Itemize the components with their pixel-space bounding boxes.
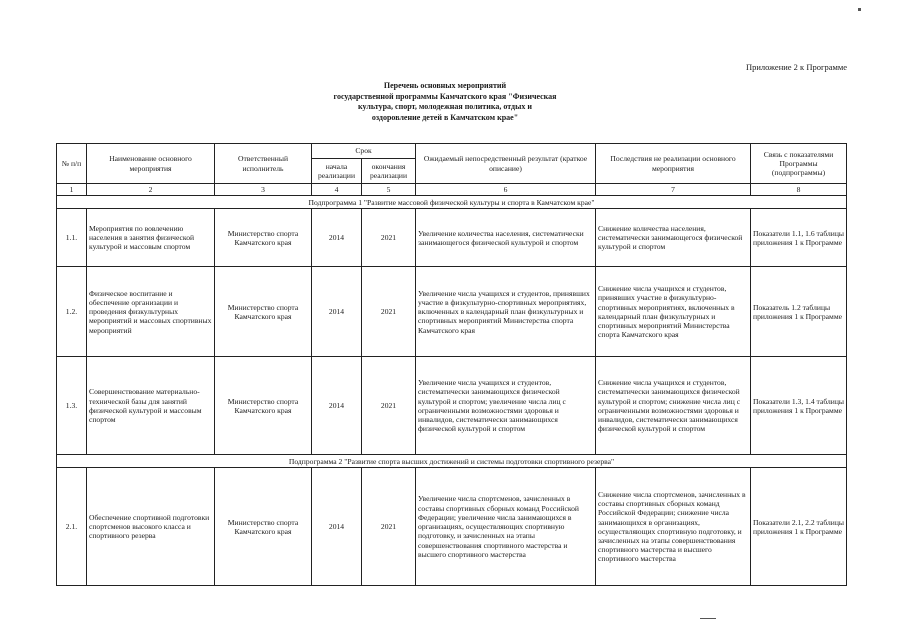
row-start: 2014 <box>312 209 362 267</box>
row-end: 2021 <box>362 357 416 455</box>
row-start: 2014 <box>312 357 362 455</box>
row-executor: Министерство спорта Камчатского края <box>215 267 312 357</box>
row-end: 2021 <box>362 267 416 357</box>
col-number: 1 <box>57 184 87 196</box>
scan-speck <box>700 618 716 619</box>
row-num: 1.3. <box>57 357 87 455</box>
row-consequences: Снижение числа учащихся и студентов, принявших участие в физкультурно-спортивных мероприятиях, включенных в календарный план физкультурных и спортивных мероприятий Министерства спорта Камчатского края <box>596 267 751 357</box>
title-line-2: государственной программы Камчатского края "Физическая <box>333 91 557 101</box>
header-row <box>57 144 847 159</box>
row-num: 1.2. <box>57 267 87 357</box>
subprogram-row <box>57 455 847 468</box>
header-num: № п/п <box>57 144 87 184</box>
row-start: 2014 <box>312 468 362 586</box>
row-name: Обеспечение спортивной подготовки спортсменов высокого класса и спортивного резерва <box>87 468 215 586</box>
row-consequences: Снижение числа спортсменов, зачисленных в составы спортивных сборных команд Российской Федерации; снижение числа занимающихся в организациях, осуществляющих спортивную подготовку, и зачисленных на этапы совершенствования спортивного мастерства и высшего спортивного мастерства <box>596 468 751 586</box>
document-title <box>300 81 590 123</box>
table-row <box>57 468 847 586</box>
row-executor: Министерство спорта Камчатского края <box>215 357 312 455</box>
row-name: Мероприятия по вовлечению населения в занятия физической культурой и массовым спортом <box>87 209 215 267</box>
subprogram-1-title: Подпрограмма 1 "Развитие массовой физической культуры и спорта в Камчатском крае" <box>57 196 847 209</box>
row-link: Показатели 1.1, 1.6 таблицы приложения 1 к Программе <box>751 209 847 267</box>
col-number: 6 <box>416 184 596 196</box>
col-number: 8 <box>751 184 847 196</box>
header-link: Связь с показателями Программы (подпрограммы) <box>751 144 847 184</box>
table-row <box>57 209 847 267</box>
header-result: Ожидаемый непосредственный результат (краткое описание) <box>416 144 596 184</box>
row-name: Физическое воспитание и обеспечение организации и проведения физкультурных мероприятий и массовых спортивных мероприятий <box>87 267 215 357</box>
subprogram-2-title: Подпрограмма 2 "Развитие спорта высших достижений и системы подготовки спортивного резерва" <box>57 455 847 468</box>
appendix-label: Приложение 2 к Программе <box>745 62 847 72</box>
col-number: 7 <box>596 184 751 196</box>
row-link: Показатель 1.2 таблицы приложения 1 к Программе <box>751 267 847 357</box>
row-link: Показатели 2.1, 2.2 таблицы приложения 1 к Программе <box>751 468 847 586</box>
table-row <box>57 357 847 455</box>
row-executor: Министерство спорта Камчатского края <box>215 209 312 267</box>
activities-table <box>56 143 847 586</box>
row-consequences: Снижение числа учащихся и студентов, систематически занимающихся физической культурой и спортом; снижение числа лиц с ограниченными возможностями здоровья и инвалидов, систематически занимающихся физической культурой и спортом <box>596 357 751 455</box>
row-link: Показатели 1.3, 1.4 таблицы приложения 1 к Программе <box>751 357 847 455</box>
column-number-row <box>57 184 847 196</box>
header-executor: Ответственный исполнитель <box>215 144 312 184</box>
row-end: 2021 <box>362 468 416 586</box>
col-number: 4 <box>312 184 362 196</box>
title-line-4: оздоровление детей в Камчатском крае" <box>371 112 519 122</box>
row-num: 1.1. <box>57 209 87 267</box>
header-term: Срок <box>312 144 416 159</box>
row-result: Увеличение количества населения, систематически занимающегося физической культурой и спортом <box>416 209 596 267</box>
row-start: 2014 <box>312 267 362 357</box>
header-start: начала реализации <box>312 159 362 184</box>
subprogram-row <box>57 196 847 209</box>
row-result: Увеличение числа спортсменов, зачисленных в составы спортивных сборных команд Российской Федерации; увеличение числа занимающихся в организациях, осуществляющих спортивную подготовку, и зачисленных на этапы совершенствования спортивного мастерства и высшего спортивного мастерства <box>416 468 596 586</box>
col-number: 3 <box>215 184 312 196</box>
header-consequences: Последствия не реализации основного мероприятия <box>596 144 751 184</box>
header-name: Наименование основного мероприятия <box>87 144 215 184</box>
col-number: 5 <box>362 184 416 196</box>
row-num: 2.1. <box>57 468 87 586</box>
table-row <box>57 267 847 357</box>
title-line-1: Перечень основных мероприятий <box>383 81 507 90</box>
col-number: 2 <box>87 184 215 196</box>
row-result: Увеличение числа учащихся и студентов, систематически занимающихся физической культурой и спортом; увеличение числа лиц с ограниченными возможностями здоровья и инвалидов, систематически занимающихся физической культурой и спортом <box>416 357 596 455</box>
scan-speck <box>858 8 861 11</box>
title-line-3: культура, спорт, молодежная политика, отдых и <box>358 102 532 111</box>
row-consequences: Снижение количества населения, систематически занимающегося физической культурой и спортом <box>596 209 751 267</box>
row-result: Увеличение числа учащихся и студентов, принявших участие в физкультурно-спортивных мероприятиях, включенных в календарный план физкультурных и спортивных мероприятий Министерства спорта Камчатского края <box>416 267 596 357</box>
row-end: 2021 <box>362 209 416 267</box>
header-end: окончания реализации <box>362 159 416 184</box>
row-name: Совершенствование материально-технической базы для занятий физической культурой и массовым спортом <box>87 357 215 455</box>
row-executor: Министерство спорта Камчатского края <box>215 468 312 586</box>
